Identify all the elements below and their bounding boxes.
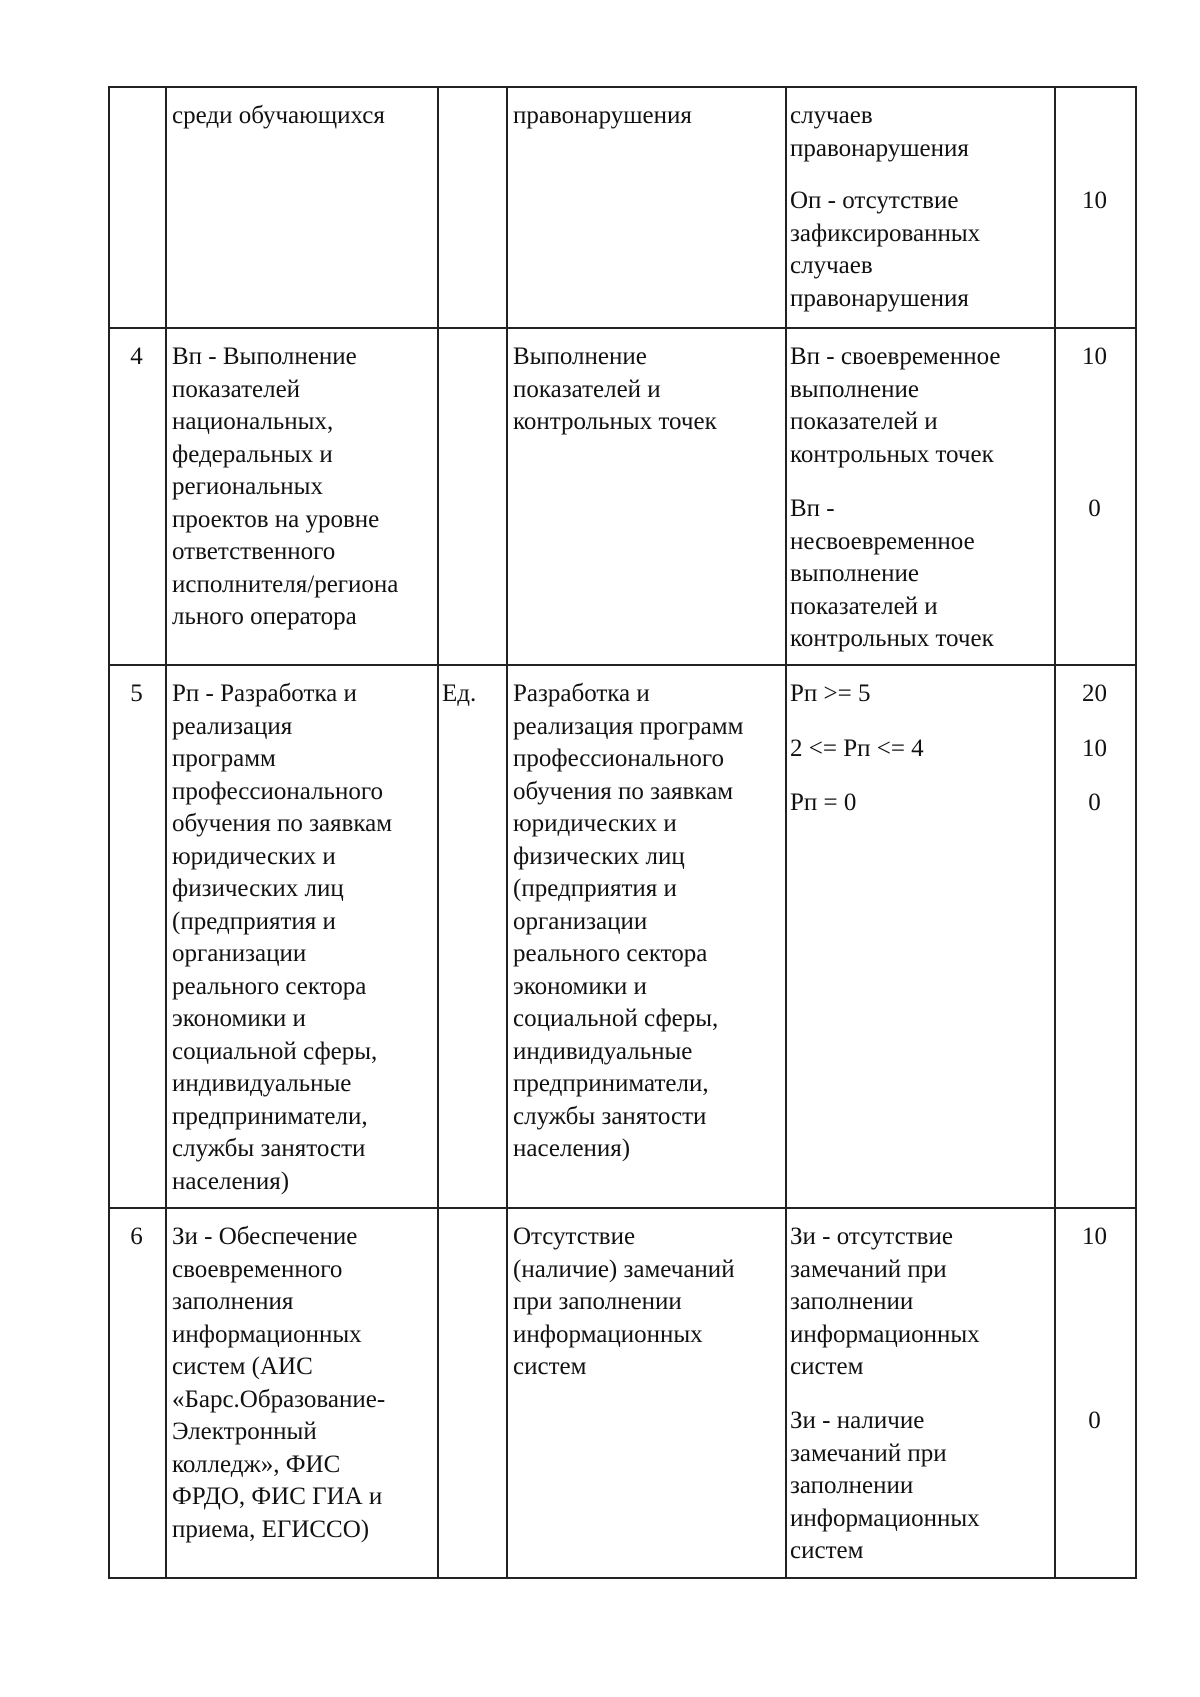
indicator-name-line: ФРДО, ФИС ГИА и bbox=[172, 1483, 383, 1510]
criterion-score: 10 bbox=[1082, 1223, 1107, 1250]
indicator-description-line: Выполнение bbox=[513, 343, 647, 370]
indicator-description-line: Разработка и bbox=[513, 680, 650, 707]
table-column-rule bbox=[1135, 86, 1137, 1579]
criterion-score: 0 bbox=[1088, 789, 1101, 816]
criterion-text-line: Рп = 0 bbox=[790, 789, 857, 816]
indicator-description-line: контрольных точек bbox=[513, 408, 717, 435]
indicator-name-line: региональных bbox=[172, 473, 323, 500]
criterion-text-line: заполнении bbox=[790, 1288, 914, 1315]
indicator-name-line: национальных, bbox=[172, 408, 334, 435]
indicator-description-line: обучения по заявкам bbox=[513, 777, 734, 805]
indicator-name-line: (предприятия и bbox=[172, 907, 336, 935]
criterion-text-line: информационных bbox=[790, 1320, 980, 1348]
indicator-description-line: юридических и bbox=[513, 810, 677, 837]
criterion-text-line: правонарушения bbox=[790, 134, 969, 162]
criterion-text-line: систем bbox=[790, 1353, 864, 1380]
indicator-name-line: населения) bbox=[172, 1167, 290, 1195]
criterion-score: 0 bbox=[1088, 1407, 1101, 1434]
unit-of-measure: Ед. bbox=[442, 680, 477, 707]
indicator-name-line: Рп - Разработка и bbox=[172, 680, 357, 707]
indicator-name-line: Вп - Выполнение bbox=[172, 343, 357, 370]
indicator-description-line: социальной сферы, bbox=[513, 1005, 719, 1032]
indicator-name-line: реального сектора bbox=[172, 972, 367, 1000]
indicator-description-line: организации bbox=[513, 907, 648, 935]
criterion-text-line: замечаний при bbox=[790, 1255, 947, 1283]
criterion-text-line: систем bbox=[790, 1537, 864, 1564]
indicator-description-line: систем bbox=[513, 1353, 587, 1380]
indicator-name-line: индивидуальные bbox=[172, 1070, 352, 1097]
indicator-description-line: информационных bbox=[513, 1320, 703, 1348]
indicator-description-line: (предприятия и bbox=[513, 875, 677, 902]
indicator-name-line: Зи - Обеспечение bbox=[172, 1223, 358, 1250]
indicator-name-line: «Барс.Образование- bbox=[172, 1385, 386, 1413]
criterion-text-line: Зи - наличие bbox=[790, 1407, 925, 1434]
criterion-score: 0 bbox=[1088, 495, 1101, 522]
indicator-name-line: реализация bbox=[172, 712, 293, 740]
criterion-text-line: правонарушения bbox=[790, 284, 969, 312]
criterion-text-line: Оп - отсутствие bbox=[790, 187, 959, 214]
indicator-description-line: службы занятости bbox=[513, 1102, 707, 1130]
criterion-text-line: зафиксированных bbox=[790, 219, 981, 247]
indicator-name-line: профессионального bbox=[172, 777, 383, 805]
indicator-description-line: Отсутствие bbox=[513, 1223, 636, 1250]
criterion-text-line: показателей и bbox=[790, 592, 938, 620]
criterion-text-line: выполнение bbox=[790, 375, 919, 403]
criterion-score: 10 bbox=[1082, 187, 1107, 214]
indicator-name-line: обучения по заявкам bbox=[172, 810, 393, 837]
indicator-description-line: при заполнении bbox=[513, 1288, 682, 1315]
criterion-score: 10 bbox=[1082, 343, 1107, 370]
criterion-text-line: показателей и bbox=[790, 408, 938, 435]
row-number: 4 bbox=[130, 343, 143, 370]
table-row-rule bbox=[108, 1577, 1137, 1579]
indicator-name-line: предприниматели, bbox=[172, 1102, 368, 1130]
indicator-name-line: юридических и bbox=[172, 842, 336, 870]
criterion-text-line: 2 <= Рп <= 4 bbox=[790, 735, 924, 762]
indicator-name-line: социальной сферы, bbox=[172, 1037, 378, 1065]
criterion-text-line: Зи - отсутствие bbox=[790, 1223, 953, 1250]
indicator-name-line: заполнения bbox=[172, 1288, 294, 1315]
indicator-description-line: реализация программ bbox=[513, 712, 744, 740]
indicator-name-line: исполнителя/региона bbox=[172, 570, 399, 598]
indicator-description-line: (наличие) замечаний bbox=[513, 1255, 735, 1283]
indicator-description-line: экономики и bbox=[513, 972, 647, 1000]
row-number: 5 bbox=[130, 680, 143, 707]
criterion-text-line: Вп - bbox=[790, 495, 835, 522]
indicator-name-line: колледж», ФИС bbox=[172, 1450, 341, 1478]
indicator-name-line: физических лиц bbox=[172, 875, 344, 902]
indicator-name-line: своевременного bbox=[172, 1255, 343, 1283]
criterion-text-line: случаев bbox=[790, 252, 873, 279]
indicator-name-line: ответственного bbox=[172, 538, 336, 565]
indicator-name-line: экономики и bbox=[172, 1005, 306, 1032]
indicator-name-line: Электронный bbox=[172, 1418, 317, 1445]
criterion-text-line: замечаний при bbox=[790, 1439, 947, 1467]
indicator-description-line: правонарушения bbox=[513, 102, 692, 129]
indicator-description-line: индивидуальные bbox=[513, 1037, 693, 1065]
indicator-name-line: федеральных и bbox=[172, 440, 333, 468]
indicator-name-line: льного оператора bbox=[172, 603, 357, 630]
indicator-description-line: показателей и bbox=[513, 375, 661, 403]
criterion-score: 20 bbox=[1082, 680, 1107, 707]
indicator-description-line: реального сектора bbox=[513, 940, 708, 967]
criterion-text-line: информационных bbox=[790, 1504, 980, 1532]
indicator-description-line: физических лиц bbox=[513, 842, 685, 870]
indicator-name-line: приема, ЕГИССО) bbox=[172, 1515, 370, 1543]
criterion-text-line: выполнение bbox=[790, 560, 919, 587]
criterion-text-line: заполнении bbox=[790, 1472, 914, 1499]
indicator-name-line: проектов на уровне bbox=[172, 505, 380, 533]
criterion-text-line: Вп - своевременное bbox=[790, 343, 1001, 370]
indicator-name-line: среди обучающихся bbox=[172, 102, 385, 129]
indicator-name-line: показателей bbox=[172, 375, 301, 403]
indicator-name-line: программ bbox=[172, 745, 276, 772]
criterion-text-line: случаев bbox=[790, 102, 873, 129]
indicator-description-line: предприниматели, bbox=[513, 1070, 709, 1097]
indicator-description-line: населения) bbox=[513, 1135, 631, 1162]
indicator-description-line: профессионального bbox=[513, 745, 724, 772]
criterion-text-line: несвоевременное bbox=[790, 527, 975, 555]
indicator-name-line: информационных bbox=[172, 1320, 362, 1348]
indicator-name-line: службы занятости bbox=[172, 1135, 366, 1162]
criterion-text-line: Рп >= 5 bbox=[790, 680, 871, 707]
indicator-name-line: организации bbox=[172, 940, 307, 967]
indicator-name-line: систем (АИС bbox=[172, 1353, 313, 1380]
criterion-text-line: контрольных точек bbox=[790, 625, 994, 652]
row-number: 6 bbox=[130, 1223, 143, 1250]
criterion-text-line: контрольных точек bbox=[790, 440, 994, 468]
criterion-score: 10 bbox=[1082, 735, 1107, 762]
